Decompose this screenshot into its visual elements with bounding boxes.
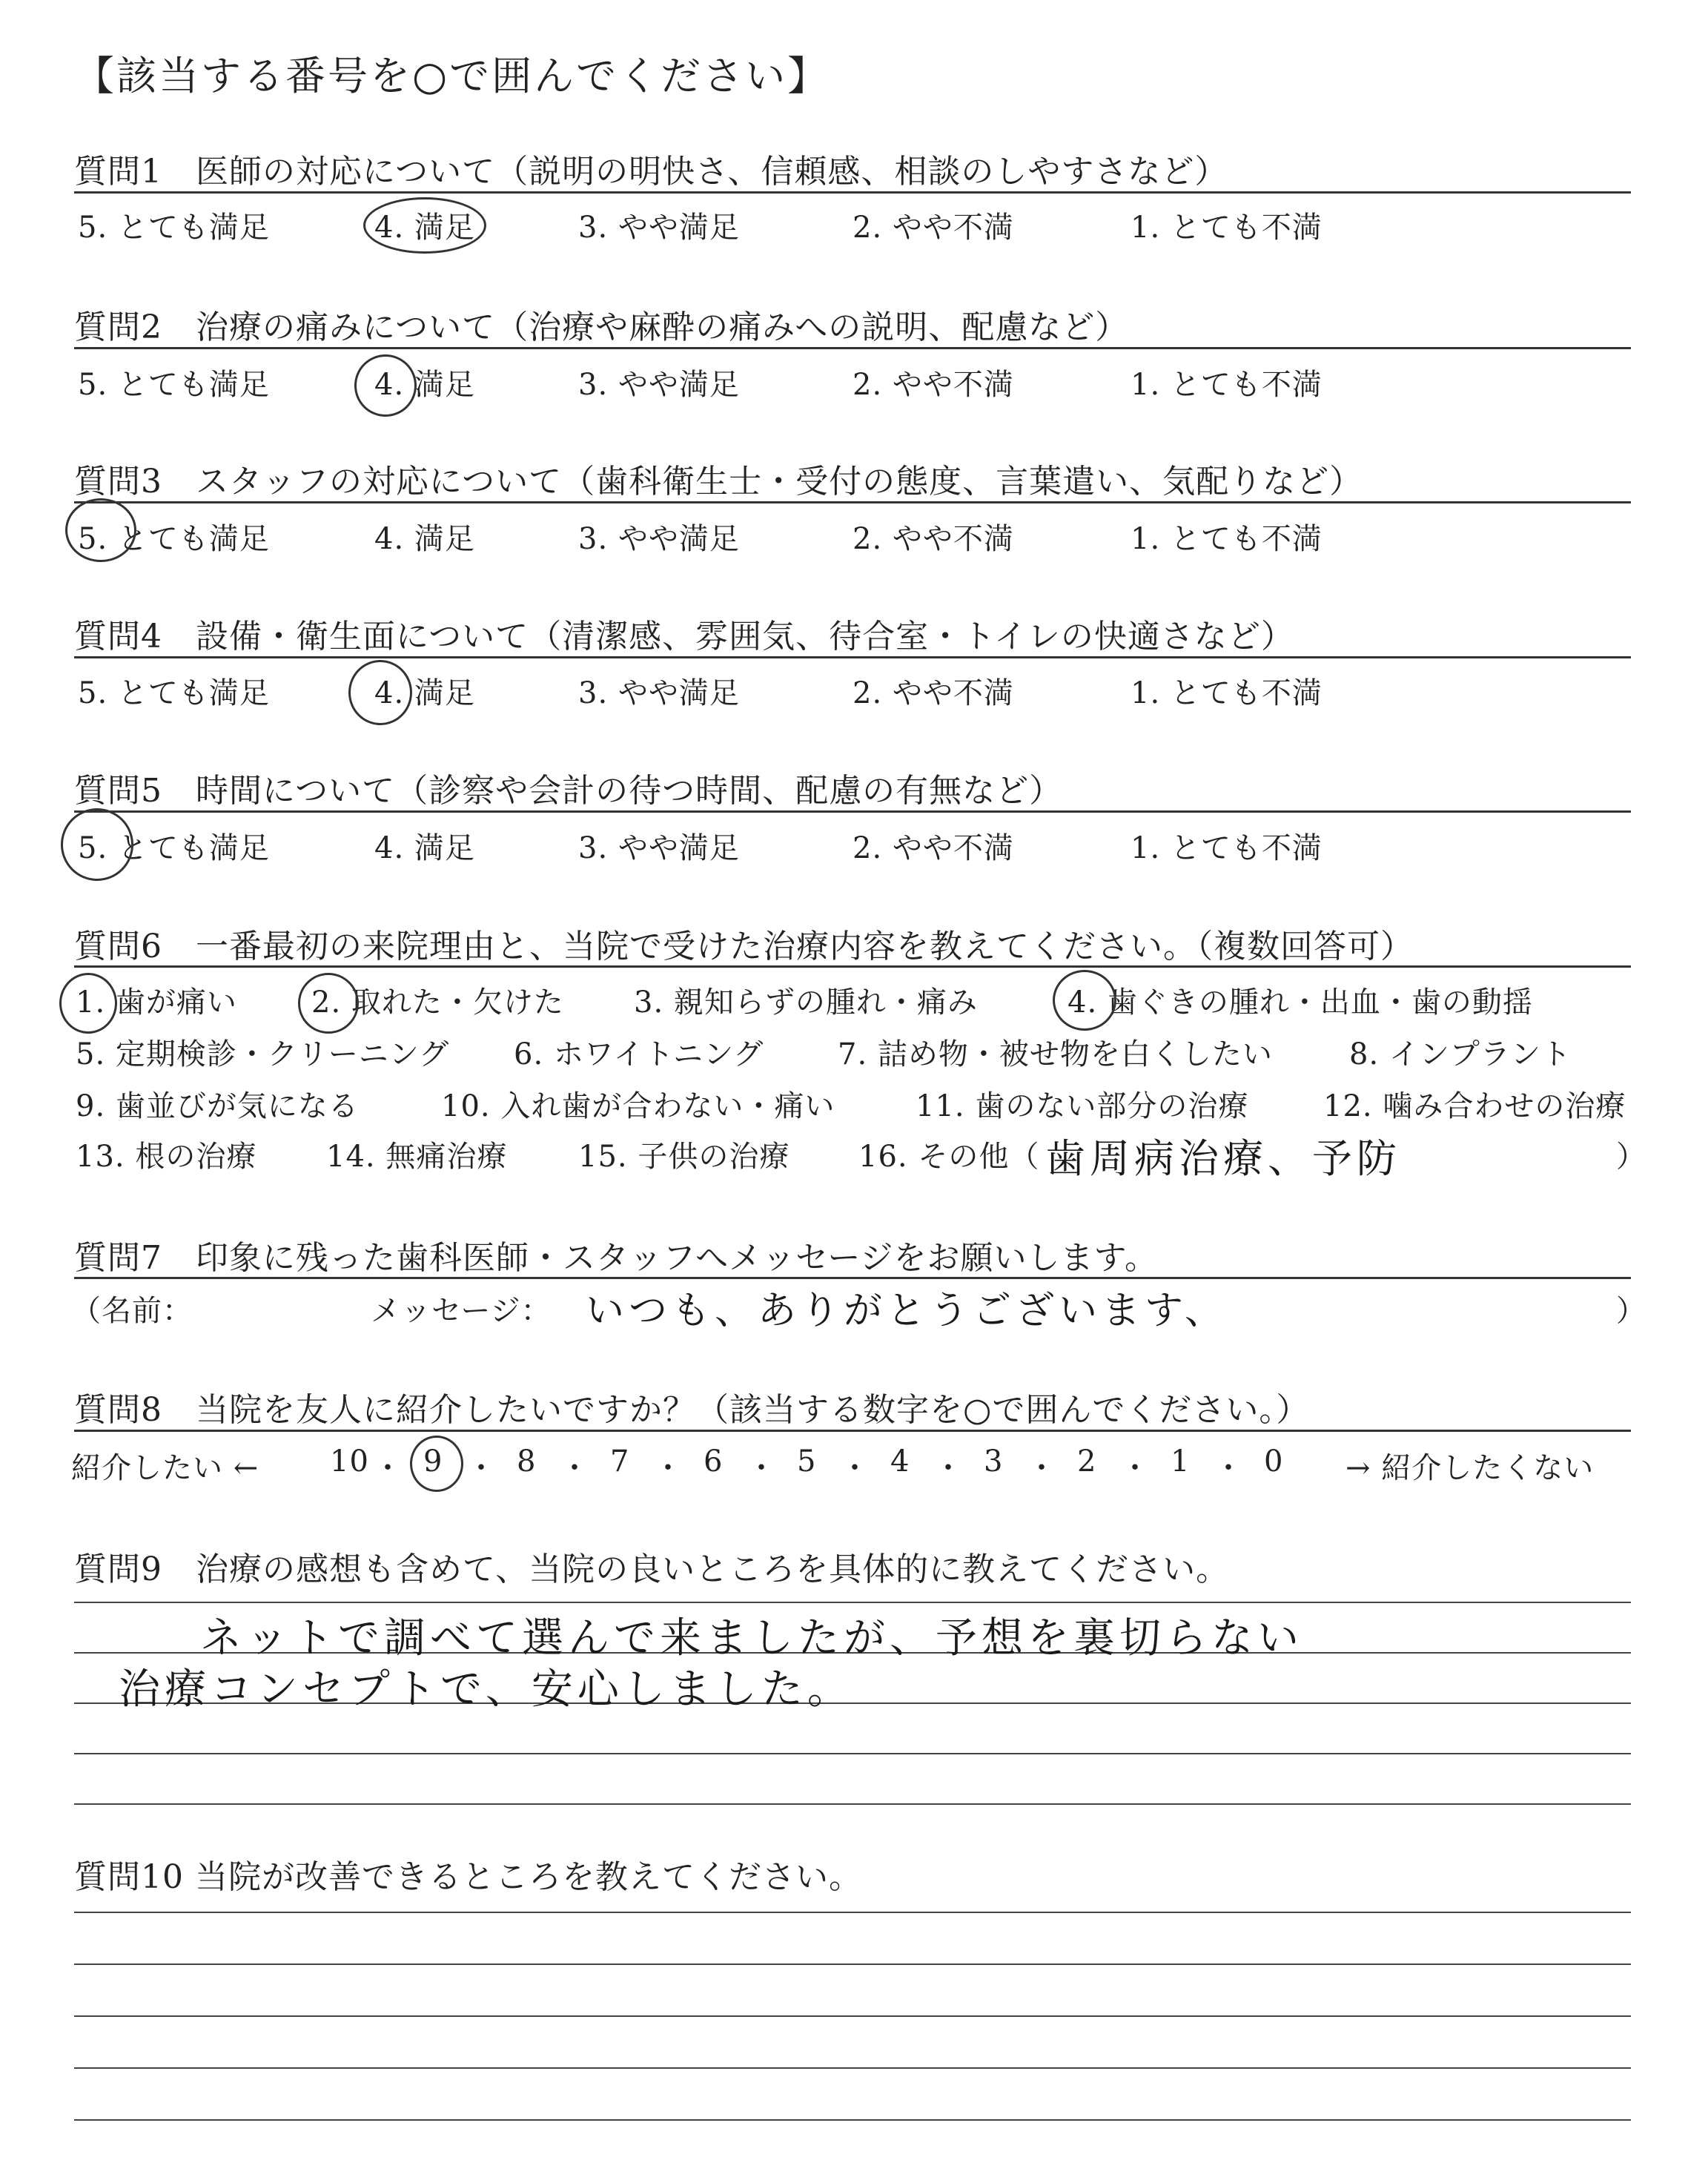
question-7-title: 質問7 印象に残った歯科医師・スタッフへメッセージをお願いします。 xyxy=(74,1239,1158,1277)
q1-selected-circle xyxy=(363,197,486,254)
q8-scale-8[interactable]: 8 xyxy=(517,1444,537,1479)
q7-close-paren: ） xyxy=(1616,1294,1646,1328)
q8-scale-3[interactable]: 3 xyxy=(984,1444,1004,1479)
form-heading: 【該当する番号を○で囲んでください】 xyxy=(74,53,830,99)
q8-scale-separator: ・ xyxy=(747,1451,777,1485)
question-4-rule xyxy=(74,656,1631,658)
q8-scale-4[interactable]: 4 xyxy=(890,1444,910,1479)
q4-option-4[interactable]: 4. 満足 xyxy=(374,676,475,710)
q10-line-2 xyxy=(74,1964,1631,1965)
q7-handwritten-message[interactable]: いつも、ありがとうございます、 xyxy=(586,1289,1228,1333)
q6-option-15[interactable]: 15. 子供の治療 xyxy=(578,1140,790,1174)
q6-option-13[interactable]: 13. 根の治療 xyxy=(76,1140,257,1174)
q8-right-label: → 紹介したくない xyxy=(1345,1451,1595,1485)
q3-option-3[interactable]: 3. やや満足 xyxy=(578,522,740,556)
q7-name-label: （名前： xyxy=(71,1294,193,1328)
q10-line-1 xyxy=(74,1912,1631,1913)
q5-option-4[interactable]: 4. 満足 xyxy=(374,831,475,865)
q8-scale-separator: ・ xyxy=(1214,1451,1244,1485)
question-1-title: 質問1 医師の対応について（説明の明快さ、信頼感、相談のしやすさなど） xyxy=(74,153,1228,191)
q6-option-4[interactable]: 4. 歯ぐきの腫れ・出血・歯の動揺 xyxy=(1068,985,1533,1020)
q6-option-2[interactable]: 2. 取れた・欠けた xyxy=(311,985,564,1020)
q8-scale-separator: ・ xyxy=(373,1451,403,1485)
q8-scale-separator: ・ xyxy=(1120,1451,1151,1485)
q5-option-5[interactable]: 5. とても満足 xyxy=(78,831,270,865)
question-6-rule xyxy=(74,965,1631,968)
q8-scale-7[interactable]: 7 xyxy=(610,1444,630,1479)
q2-selected-circle xyxy=(354,354,417,417)
q9-handwritten-answer-line-1[interactable]: ネットで調べて選んで来ましたが、予想を裏切らない xyxy=(200,1614,1303,1662)
q1-option-1[interactable]: 1. とても不満 xyxy=(1131,211,1323,245)
question-2-rule xyxy=(74,347,1631,349)
q8-scale-5[interactable]: 5 xyxy=(797,1444,817,1479)
q2-option-4[interactable]: 4. 満足 xyxy=(374,368,475,402)
q2-option-5[interactable]: 5. とても満足 xyxy=(78,368,270,402)
q8-scale-0[interactable]: 0 xyxy=(1264,1444,1284,1479)
q6-option-10[interactable]: 10. 入れ歯が合わない・痛い xyxy=(441,1089,835,1123)
q6-option-12[interactable]: 12. 噛み合わせの治療 xyxy=(1323,1089,1626,1123)
q1-option-2[interactable]: 2. やや不満 xyxy=(853,211,1014,245)
question-3-title: 質問3 スタッフの対応について（歯科衛生士・受付の態度、言葉遣い、気配りなど） xyxy=(74,463,1363,501)
question-5-title: 質問5 時間について（診察や会計の待つ時間、配慮の有無など） xyxy=(74,772,1063,810)
q6-selected-circle-4 xyxy=(1053,970,1116,1031)
q6-option-16[interactable]: 16. その他（ xyxy=(858,1140,1040,1174)
q8-scale-2[interactable]: 2 xyxy=(1077,1444,1097,1479)
q8-scale-separator: ・ xyxy=(560,1451,590,1485)
q6-option-14[interactable]: 14. 無痛治療 xyxy=(326,1140,508,1174)
q6-other-handwritten-answer[interactable]: 歯周病治療、予防 xyxy=(1045,1135,1401,1182)
q4-option-2[interactable]: 2. やや不満 xyxy=(853,676,1014,710)
question-1-rule xyxy=(74,191,1631,194)
q6-option-1[interactable]: 1. 歯が痛い xyxy=(76,985,237,1020)
q3-option-5[interactable]: 5. とても満足 xyxy=(78,522,270,556)
q8-scale-9[interactable]: 9 xyxy=(423,1444,443,1479)
q1-option-4[interactable]: 4. 満足 xyxy=(374,211,475,245)
question-10-title: 質問10 当院が改善できるところを教えてください。 xyxy=(74,1858,862,1896)
q9-handwritten-answer-line-2[interactable]: 治療コンセプトで、安心しました。 xyxy=(119,1665,853,1714)
question-5-rule xyxy=(74,810,1631,813)
question-8-rule xyxy=(74,1430,1631,1432)
q6-option-11[interactable]: 11. 歯のない部分の治療 xyxy=(916,1089,1249,1123)
q6-option-8[interactable]: 8. インプラント xyxy=(1349,1037,1572,1071)
q1-option-5[interactable]: 5. とても満足 xyxy=(78,211,270,245)
q4-selected-circle xyxy=(348,660,412,725)
q8-scale-separator: ・ xyxy=(653,1451,683,1485)
q10-line-5 xyxy=(74,2119,1631,2121)
q1-option-3[interactable]: 3. やや満足 xyxy=(578,211,740,245)
q6-option-3[interactable]: 3. 親知らずの腫れ・痛み xyxy=(634,985,978,1020)
q6-option-5[interactable]: 5. 定期検診・クリーニング xyxy=(76,1037,450,1071)
q4-option-5[interactable]: 5. とても満足 xyxy=(78,676,270,710)
q8-scale-10[interactable]: 10 xyxy=(330,1444,369,1479)
q6-other-close-paren: ） xyxy=(1616,1140,1646,1174)
q2-option-3[interactable]: 3. やや満足 xyxy=(578,368,740,402)
q2-option-1[interactable]: 1. とても不満 xyxy=(1131,368,1323,402)
q10-line-3 xyxy=(74,2015,1631,2017)
q6-option-6[interactable]: 6. ホワイトニング xyxy=(514,1037,764,1071)
q8-scale-separator: ・ xyxy=(840,1451,870,1485)
q3-option-4[interactable]: 4. 満足 xyxy=(374,522,475,556)
q5-option-2[interactable]: 2. やや不満 xyxy=(853,831,1014,865)
q10-line-4 xyxy=(74,2067,1631,2069)
q5-option-1[interactable]: 1. とても不満 xyxy=(1131,831,1323,865)
q4-option-3[interactable]: 3. やや満足 xyxy=(578,676,740,710)
question-9-title: 質問9 治療の感想も含めて、当院の良いところを具体的に教えてください。 xyxy=(74,1550,1230,1588)
q8-selected-circle xyxy=(410,1436,463,1492)
q5-option-3[interactable]: 3. やや満足 xyxy=(578,831,740,865)
q8-scale-separator: ・ xyxy=(933,1451,964,1485)
q4-option-1[interactable]: 1. とても不満 xyxy=(1131,676,1323,710)
q7-message-label: メッセージ： xyxy=(371,1294,552,1328)
question-3-rule xyxy=(74,501,1631,503)
q8-scale-6[interactable]: 6 xyxy=(704,1444,724,1479)
q3-option-1[interactable]: 1. とても不満 xyxy=(1131,522,1323,556)
q6-option-9[interactable]: 9. 歯並びが気になる xyxy=(76,1089,359,1123)
q8-scale-1[interactable]: 1 xyxy=(1171,1444,1191,1479)
q3-option-2[interactable]: 2. やや不満 xyxy=(853,522,1014,556)
q3-selected-circle xyxy=(65,498,136,562)
question-2-title: 質問2 治療の痛みについて（治療や麻酔の痛みへの説明、配慮など） xyxy=(74,308,1129,346)
question-6-title: 質問6 一番最初の来院理由と、当院で受けた治療内容を教えてください。（複数回答可） xyxy=(74,928,1414,965)
question-8-title: 質問8 当院を友人に紹介したいですか？（該当する数字を○で囲んでください。） xyxy=(74,1391,1310,1429)
q8-scale-separator: ・ xyxy=(466,1451,497,1485)
q6-selected-circle-2 xyxy=(298,973,359,1034)
question-4-title: 質問4 設備・衛生面について（清潔感、雰囲気、待合室・トイレの快適さなど） xyxy=(74,618,1294,655)
q6-selected-circle-1 xyxy=(59,973,117,1034)
q9-line-5 xyxy=(74,1803,1631,1805)
q2-option-2[interactable]: 2. やや不満 xyxy=(853,368,1014,402)
q6-option-7[interactable]: 7. 詰め物・被せ物を白くしたい xyxy=(838,1037,1273,1071)
q8-left-label: 紹介したい ← xyxy=(71,1451,259,1485)
q8-scale-separator: ・ xyxy=(1027,1451,1057,1485)
q9-line-1 xyxy=(74,1602,1631,1603)
q9-line-4 xyxy=(74,1753,1631,1754)
q5-selected-circle xyxy=(61,808,133,881)
